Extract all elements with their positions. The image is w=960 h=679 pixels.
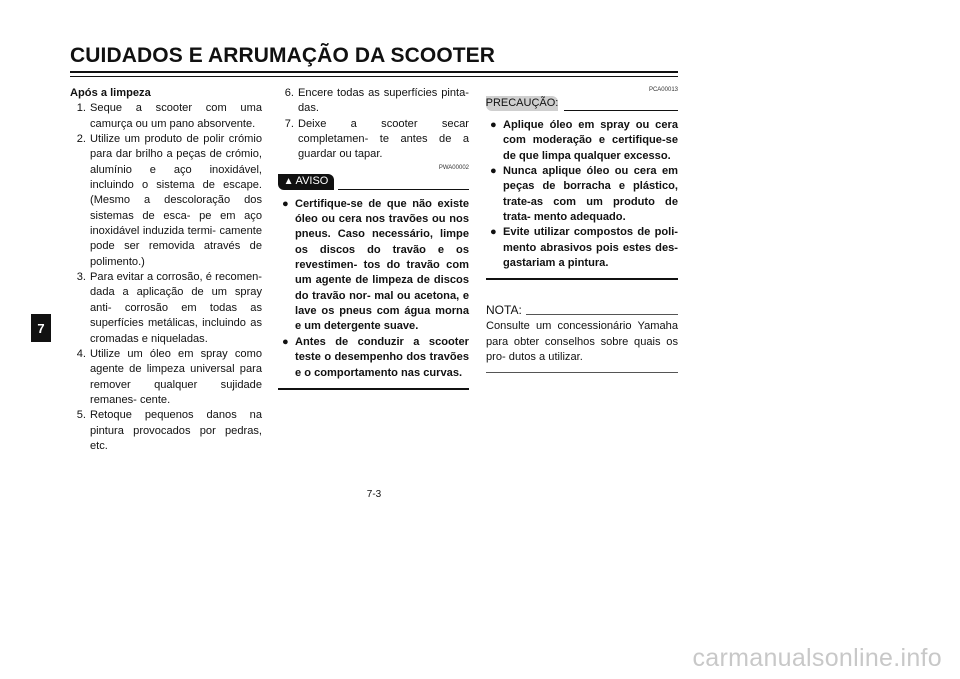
title-rule-thin	[70, 76, 678, 77]
list-item	[486, 118, 678, 164]
step-number: 3.	[76, 271, 86, 284]
step-text: Para evitar a corrosão, é recomen- dada a aplicação de um spray anti- corrosão em todas as superfícies metálicas, incluindo as cromadas e niqueladas.	[90, 271, 262, 345]
title-rule-thick	[70, 71, 678, 73]
step-number: 1.	[76, 102, 86, 115]
caution-badge: PRECAUÇÃO:	[486, 96, 558, 111]
list-item	[70, 408, 262, 454]
chapter-tab: 7	[31, 314, 51, 342]
caution-item-text: Nunca aplique óleo ou cera em peças de borracha e plástico, trate-as com um produto de trata- mento adequado.	[503, 165, 678, 224]
warning-triangle-icon: ▲	[283, 176, 294, 188]
warning-end-rule	[278, 388, 469, 390]
column-middle	[278, 86, 469, 390]
warning-item-text: Certifique-se de que não existe óleo ou cera nos travões ou nos pneus. Caso necessário, limpe os discos do travão e os revestimen- tos do travão com um agente de limpeza de discos do travão nor- mal ou acetona, e lave os pneus com água morna e um detergente suave.	[295, 197, 469, 333]
cleaning-steps-list	[70, 101, 262, 454]
watermark: carmanualsonline.info	[692, 644, 942, 672]
column-right	[486, 86, 678, 373]
warning-header	[278, 173, 469, 193]
page-title: CUIDADOS E ARRUMAÇÃO DA SCOOTER	[70, 44, 496, 67]
caution-item-text: Evite utilizar compostos de poli- mento abrasivos pois estes des- gastariam a pintura.	[503, 226, 678, 270]
step-text: Seque a scooter com uma camurça ou um pano absorvente.	[90, 102, 262, 130]
warning-label: AVISO	[295, 175, 329, 188]
step-text: Utilize um produto de polir crómio para dar brilho a peças de crómio, alumínio e aço inoxidável, incluindo o sistema de escape. (Mesmo a descoloração dos sistemas de esca- pe em aço inoxidável induzida termi- camente pode ser removida através de polimento.)	[90, 133, 262, 268]
warning-badge	[278, 174, 334, 190]
column-left	[70, 86, 262, 454]
list-item	[278, 117, 469, 163]
bullet-icon: ●	[490, 165, 497, 178]
note-label: NOTA:	[486, 303, 522, 318]
list-item	[278, 197, 469, 335]
step-text: Retoque pequenos danos na pintura provocados por pedras, etc.	[90, 409, 262, 452]
note-header-rule	[526, 314, 678, 315]
warning-list	[278, 197, 469, 381]
list-item	[70, 101, 262, 132]
list-item	[70, 132, 262, 270]
bullet-icon: ●	[490, 119, 497, 131]
caution-end-rule	[486, 278, 678, 280]
note-end-rule	[486, 372, 678, 373]
list-item	[486, 225, 678, 271]
cleaning-steps-list-continued	[278, 86, 469, 163]
step-number: 5.	[76, 409, 86, 422]
caution-code: PCA00013	[648, 87, 678, 93]
list-item	[278, 335, 469, 381]
caution-header-rule	[564, 110, 678, 111]
step-text: Utilize um óleo em spray como agente de limpeza universal para remover qualquer sujidade remanes- cente.	[90, 347, 262, 406]
caution-item-text: Aplique óleo em spray ou cera com moderação e certifique-se de que limpa qualquer excesso.	[503, 119, 678, 162]
note-header	[486, 303, 678, 319]
list-item	[70, 347, 262, 408]
step-number: 7.	[284, 117, 294, 130]
step-text: Deixe a scooter secar completamen- te antes de a guardar ou tapar.	[298, 117, 469, 161]
list-item	[486, 164, 678, 225]
bullet-icon: ●	[490, 226, 497, 239]
step-number: 6.	[284, 87, 294, 99]
step-number: 2.	[76, 133, 86, 146]
section-heading-after-cleaning: Após a limpeza	[70, 87, 151, 99]
warning-header-rule	[338, 189, 469, 190]
caution-list	[486, 118, 678, 271]
list-item	[70, 270, 262, 347]
bullet-icon: ●	[282, 335, 289, 348]
warning-code: PWA00002	[438, 164, 469, 171]
warning-item-text: Antes de conduzir a scooter teste o desempenho dos travões e o comportamento nas curvas.	[295, 335, 469, 379]
list-item	[278, 86, 469, 117]
step-number: 4.	[76, 347, 86, 360]
note-text: Consulte um concessionário Yamaha para obter conselhos sobre quais os pro- dutos a utilizar.	[486, 320, 678, 364]
bullet-icon: ●	[282, 197, 289, 210]
caution-header	[486, 94, 678, 114]
page-number: 7-3	[366, 489, 382, 500]
step-text: Encere todas as superfícies pinta- das.	[298, 87, 469, 115]
